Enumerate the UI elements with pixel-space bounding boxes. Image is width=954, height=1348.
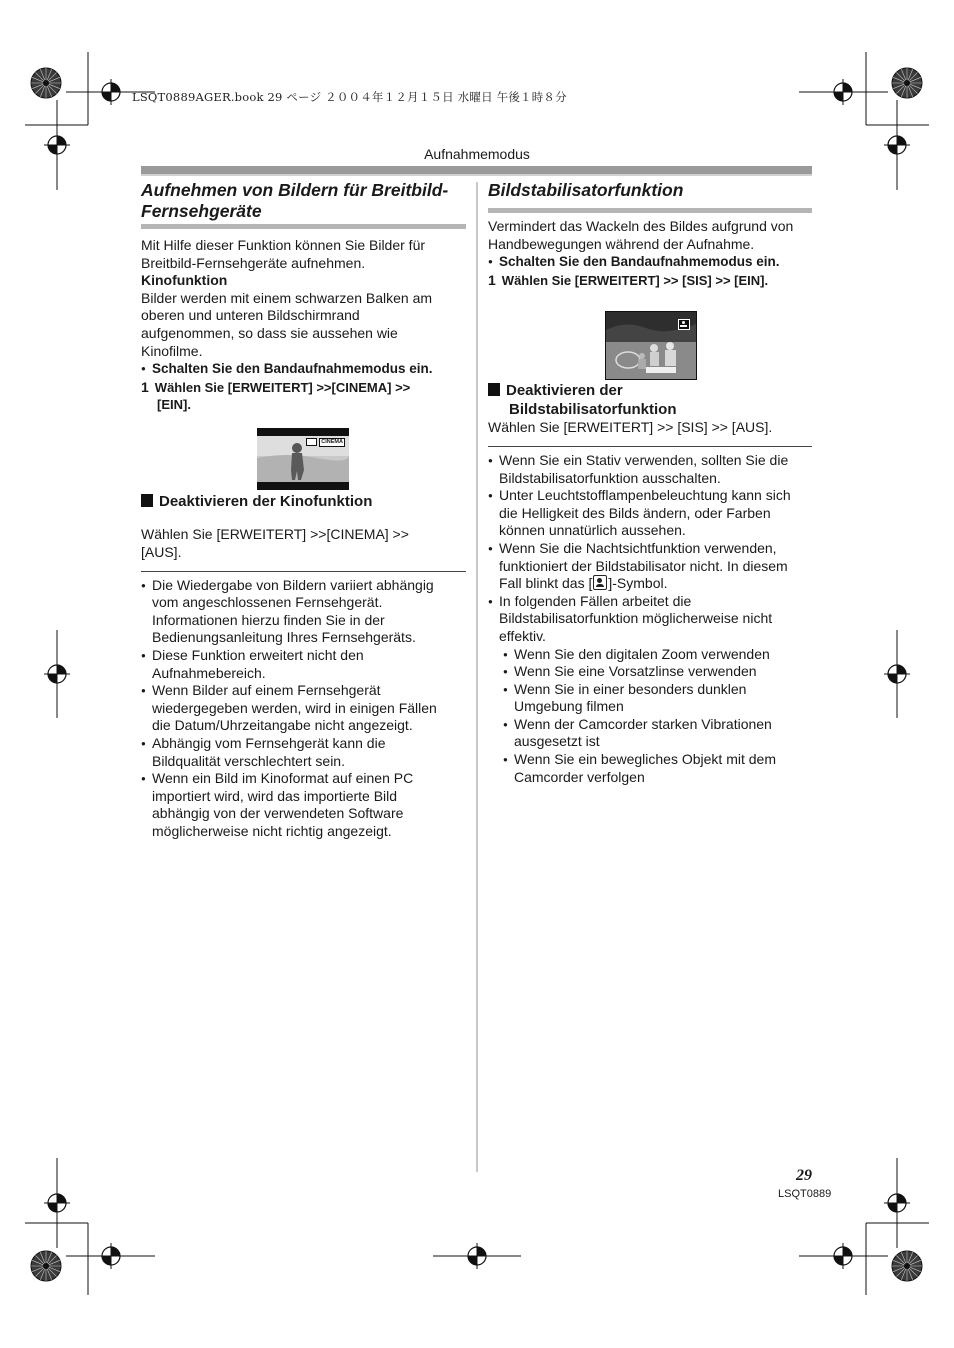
cinema-screen-image <box>257 428 349 490</box>
note-line: Bildstabilisatorfunktion ausschalten. <box>499 469 721 486</box>
left-heading-rule <box>141 224 466 229</box>
note-line: ● Wenn ein Bild im Kinoformat auf einen PC <box>152 770 414 787</box>
kino-deactivate-line: Wählen Sie [ERWEITERT] >>[CINEMA] >> <box>141 526 409 543</box>
kino-text-line: Kinofilme. <box>141 342 203 359</box>
note-line-suffix: ]-Symbol. <box>608 575 668 592</box>
note-line: importiert wird, wird das importierte Bild <box>152 787 398 804</box>
print-header: LSQT0889AGER.book 29 ページ ２００４年１２月１５日 水曜日 午後１時８分 <box>132 90 567 104</box>
left-intro-line: Mit Hilfe dieser Funktion können Sie Bilder für <box>141 237 426 253</box>
note-line: ● Abhängig vom Fernsehgerät kann die <box>152 734 386 751</box>
left-heading-line1: Aufnehmen von Bildern für Breitbild- <box>141 180 449 200</box>
note-line: Bildstabilisatorfunktion möglicherweise nicht <box>499 610 773 627</box>
right-step-1 <box>488 272 812 290</box>
hand-shake-icon <box>593 575 607 590</box>
left-step-line2: [EIN]. <box>157 397 191 413</box>
left-step-line1: Wählen Sie [ERWEITERT] >>[CINEMA] >> <box>154 379 411 395</box>
section-square-icon <box>141 494 153 507</box>
section-square-icon <box>488 383 500 396</box>
right-intro-line: Handbewegungen während der Aufnahme. <box>488 235 755 252</box>
note-line: ● In folgenden Fällen arbeitet die <box>499 592 692 609</box>
right-heading-rule <box>488 208 812 213</box>
note-line: ● Wenn Sie ein Stativ verwenden, sollten Sie die <box>499 451 789 468</box>
note-line: Umgebung filmen <box>514 698 624 715</box>
left-prereq-text: Schalten Sie den Bandaufnahmemodus ein. <box>152 361 433 377</box>
sub-note-item <box>488 751 812 786</box>
note-line: ● Wenn Sie ein bewegliches Objekt mit dem <box>514 751 776 768</box>
left-heading-line2: Fernsehgeräte <box>141 201 262 221</box>
page-number: 29 <box>796 1167 812 1184</box>
right-notes-rule <box>488 446 812 447</box>
note-line: ● Wenn Sie den digitalen Zoom verwenden <box>514 645 770 662</box>
top-rule-shade <box>141 174 812 176</box>
note-line: ● Wenn Sie die Nachtsichtfunktion verwenden, <box>499 539 777 556</box>
kino-text-line: Bilder werden mit einem schwarzen Balken am <box>141 289 433 306</box>
sub-note-item <box>488 681 812 716</box>
top-rule <box>141 166 812 174</box>
note-line: die Helligkeit des Bilds ändern, oder Farben <box>499 504 771 521</box>
note-line: vom angeschlossenen Fernsehgerät. <box>152 594 383 611</box>
note-line: möglicherweise nicht richtig angezeigt. <box>152 822 392 839</box>
sub-note-item <box>488 646 812 664</box>
left-heading <box>141 180 466 222</box>
document-code: LSQT0889 <box>778 1188 832 1200</box>
note-item <box>141 682 466 735</box>
right-column <box>488 180 812 786</box>
note-line: Camcorder verfolgen <box>514 768 645 785</box>
kino-text-line: aufgenommen, so dass sie aussehen wie <box>141 324 398 341</box>
kino-title: Kinofunktion <box>141 272 228 289</box>
note-line: ● Unter Leuchtstofflampenbeleuchtung kann sich <box>499 487 791 504</box>
note-line: Aufnahmebereich. <box>152 664 266 681</box>
note-line: effektiv. <box>499 627 546 644</box>
note-line: können unnatürlich aussehen. <box>499 522 686 539</box>
sis-screen-image <box>605 311 697 380</box>
note-line: ausgesetzt ist <box>514 733 600 750</box>
kino-deactivate-line: [AUS]. <box>141 544 182 561</box>
note-line-prefix: Fall blinkt das [ <box>499 575 593 592</box>
left-intro <box>141 237 466 272</box>
left-notes <box>141 577 466 841</box>
sis-deactivate-text: Wählen Sie [ERWEITERT] >> [SIS] >> [AUS]. <box>488 419 773 436</box>
note-line: wiedergegeben werden, wird in einigen Fällen <box>152 699 437 716</box>
note-item <box>488 487 812 540</box>
note-line: ● Wenn Sie in einer besonders dunklen <box>514 680 747 697</box>
left-intro-line: Breitbild-Fernsehgeräte aufnehmen. <box>141 254 366 271</box>
sis-deactivate-title-line2: Bildstabilisatorfunktion <box>509 400 677 418</box>
step-number: 1 <box>141 378 149 395</box>
cinema-badge-label: CINEMA <box>321 438 343 445</box>
left-prereq <box>141 360 466 378</box>
right-step-line1: Wählen Sie [ERWEITERT] >> [SIS] >> [EIN]. <box>501 272 769 288</box>
note-line: ● Wenn Bilder auf einem Fernsehgerät <box>152 682 381 699</box>
column-divider <box>476 182 478 1172</box>
kino-text <box>141 290 466 360</box>
section-label: Aufnahmemodus <box>424 146 530 162</box>
kino-deactivate-title-text: Deaktivieren der Kinofunktion <box>159 492 373 510</box>
note-item <box>488 452 812 487</box>
note-line: abhängig von der verwendeten Software <box>152 805 404 822</box>
note-line: ● Wenn der Camcorder starken Vibrationen <box>514 715 772 732</box>
left-notes-rule <box>141 571 466 572</box>
sis-deactivate-title-line1: Deaktivieren der <box>506 382 623 400</box>
right-intro-line: Vermindert das Wackeln des Bildes aufgrund von <box>488 218 794 234</box>
tape-icon <box>306 438 317 446</box>
note-line: funktioniert der Bildstabilisator nicht. In diesem <box>499 557 788 574</box>
note-item <box>141 735 466 770</box>
kino-deactivate-title <box>141 493 466 512</box>
right-notes <box>488 452 812 786</box>
note-item <box>488 593 812 646</box>
sis-deactivate-title <box>488 382 812 419</box>
cinema-badge <box>306 438 345 447</box>
note-line <box>499 575 812 593</box>
note-line: die Datum/Uhrzeitangabe nicht angezeigt. <box>152 717 413 734</box>
note-line: ● Diese Funktion erweitert nicht den <box>152 647 364 663</box>
note-line: ● Die Wiedergabe von Bildern variiert abhängig <box>152 576 434 593</box>
note-line: Bedienungsanleitung Ihres Fernsehgeräts. <box>152 629 416 646</box>
note-item <box>488 540 812 593</box>
left-column <box>141 180 466 841</box>
step-number: 1 <box>488 271 496 288</box>
sub-note-item <box>488 663 812 681</box>
right-prereq <box>488 253 812 271</box>
left-step-1 <box>141 379 466 414</box>
note-line: Bildqualität verschlechtert sein. <box>152 752 345 769</box>
note-line: ● Wenn Sie eine Vorsatzlinse verwenden <box>514 663 757 680</box>
note-item <box>141 647 466 682</box>
right-prereq-text: Schalten Sie den Bandaufnahmemodus ein. <box>499 254 780 270</box>
note-item <box>141 577 466 647</box>
sub-note-item <box>488 716 812 751</box>
kino-deactivate-text <box>141 526 466 561</box>
note-item <box>141 770 466 840</box>
right-intro <box>488 218 812 253</box>
kino-text-line: oberen und unteren Bildschirmrand <box>141 307 360 324</box>
note-line: Informationen hierzu finden Sie in der <box>152 611 385 628</box>
right-heading: Bildstabilisatorfunktion <box>488 180 684 200</box>
hand-shake-icon <box>678 319 690 330</box>
